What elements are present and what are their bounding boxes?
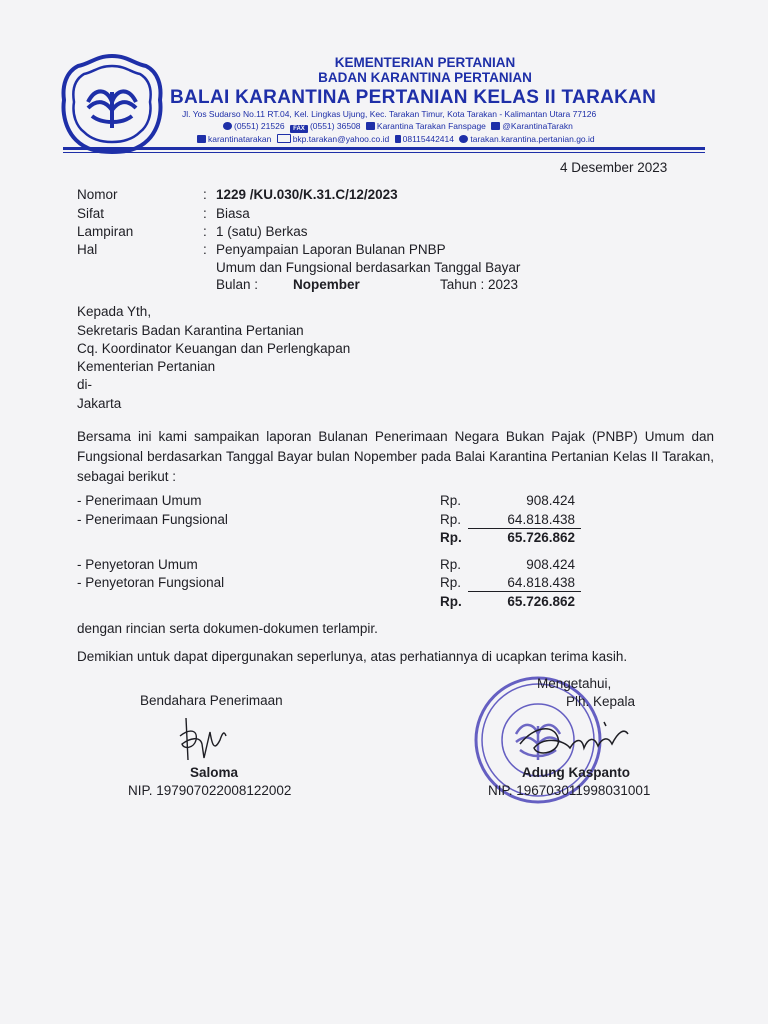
body-closing: Demikian untuk dapat dipergunakan seperlunya, atas perhatiannya di ucapkan terima kasih. [77,649,628,664]
body-detail: dengan rincian serta dokumen-dokumen terlampir. [77,621,378,636]
colon: : [203,206,207,221]
lampiran-label: Lampiran [77,224,134,239]
hal-value-line-1: Penyampaian Laporan Bulanan PNBP [216,242,446,257]
penerimaan-total: 65.726.862 [507,530,575,545]
left-signatory-nip: NIP. 197907022008122002 [128,783,292,798]
sum-underline [468,591,581,592]
hal-value-line-2: Umum dan Fungsional berdasarkan Tanggal Bayar [216,260,521,275]
recipient-line: Kepada Yth, [77,304,152,319]
recipient-line: Jakarta [77,396,122,411]
left-signatory-name: Saloma [190,765,239,780]
ministry-logo-icon [58,52,166,156]
sifat-value: Biasa [216,206,250,221]
lampiran-value: 1 (satu) Berkas [216,224,308,239]
penyetoran-umum-amount: 908.424 [526,557,575,572]
bulan-label: Bulan : [216,277,259,292]
right-signatory-line-2: Plh. Kepala [566,694,636,709]
facebook-page: Karantina Tarakan Fanspage [376,121,486,131]
twitter-handle: @KarantinaTarakn [502,121,573,131]
office-name: BALAI KARANTINA PERTANIAN KELAS II TARAKAN [170,87,657,108]
email-address: bkp.tarakan@yahoo.co.id [292,134,390,144]
signature-saloma-icon [176,714,230,764]
recipient-line: Cq. Koordinator Keuangan dan Perlengkapan [77,341,351,356]
contact-line-1 [220,120,700,133]
mobile-number: 08115442414 [402,134,454,144]
currency-label: Rp. [440,557,462,572]
phone-number: (0551) 21526 [234,121,285,131]
mobile-phone-icon [395,135,401,143]
fax-icon: FAX [290,125,308,133]
agency-name: BADAN KARANTINA PERTANIAN [318,70,532,85]
letter-date: 4 Desember 2023 [560,160,668,175]
letterhead-rule-thick [63,147,705,150]
sum-underline [468,528,581,529]
email-icon [277,134,291,143]
instagram-icon [197,135,206,143]
penyetoran-fungsional-label: - Penyetoran Fungsional [77,575,225,590]
right-signatory-name: Adung Kaspanto [522,765,630,780]
ministry-name: KEMENTERIAN PERTANIAN [334,55,516,70]
letterhead [170,55,700,145]
sifat-label: Sifat [77,206,105,221]
currency-label: Rp. [440,512,462,527]
website: tarakan.karantina.pertanian.go.id [470,134,595,144]
right-signatory-nip: NIP. 196703011998031001 [488,783,651,798]
currency-label: Rp. [440,575,462,590]
currency-label: Rp. [440,530,462,545]
office-address: Jl. Yos Sudarso No.11 RT.04, Kel. Lingkas Ujung, Kec. Tarakan Timur, Kota Tarakan - Kalimantan Utara 77126 [182,109,597,119]
globe-icon [459,135,468,143]
right-signatory-line-1: Mengetahui, [537,676,612,691]
body-intro: Bersama ini kami sampaikan laporan Bulanan Penerimaan Negara Bukan Pajak (PNBP) Umum dan Fungsional berdasarkan Tanggal Bayar bulan Nopember pada Balai Karantina Pertanian Kelas II Tarakan, sebagai berikut : [77,429,714,484]
penerimaan-umum-amount: 908.424 [526,493,575,508]
penyetoran-umum-label: - Penyetoran Umum [77,557,198,572]
fax-number: (0551) 36508 [309,121,361,131]
colon: : [203,242,207,257]
recipient-line: Kementerian Pertanian [77,359,216,374]
signature-adung-icon [514,714,634,766]
currency-label: Rp. [440,594,462,609]
instagram-handle: karantinatarakan [208,134,272,144]
penerimaan-fungsional-amount: 64.818.438 [507,512,575,527]
penerimaan-fungsional-label: - Penerimaan Fungsional [77,512,228,527]
colon: : [203,187,207,202]
hal-label: Hal [77,242,98,257]
nomor-value: 1229 /KU.030/K.31.C/12/2023 [216,187,398,202]
bulan-value: Nopember [293,277,360,292]
tahun-label: Tahun : 2023 [440,277,519,292]
left-signatory-title: Bendahara Penerimaan [140,693,283,708]
recipient-line: Sekretaris Badan Karantina Pertanian [77,323,304,338]
nomor-label: Nomor [77,187,118,202]
facebook-icon [366,122,375,130]
contact-line-2 [194,133,700,145]
recipient-line: di- [77,377,93,392]
phone-icon [223,122,232,130]
twitter-icon [491,122,500,130]
penyetoran-fungsional-amount: 64.818.438 [507,575,575,590]
colon: : [203,224,207,239]
currency-label: Rp. [440,493,462,508]
letterhead-rule-thin [63,152,705,153]
penyetoran-total: 65.726.862 [507,594,575,609]
penerimaan-umum-label: - Penerimaan Umum [77,493,202,508]
